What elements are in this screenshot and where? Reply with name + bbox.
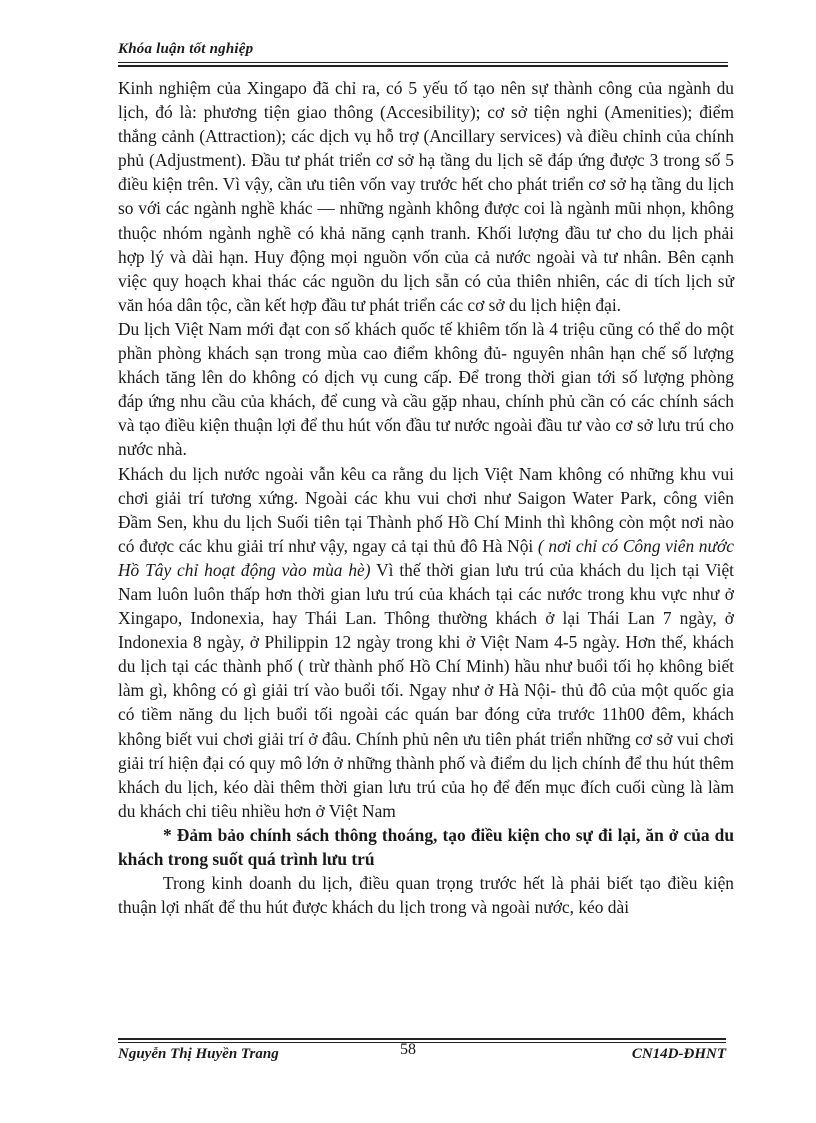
- footer-author: Nguyễn Thị Huyền Trang: [118, 1046, 279, 1062]
- footer-rule-thick: [118, 1038, 726, 1040]
- paragraph-entertainment-end: Vì thế thời gian lưu trú của khách du lịch tại Việt Nam luôn luôn thấp hơn thời gian lưu trú của khách tại các nước trong khu vực như ở Xingapo, Indonexia, hay Thái Lan. Thông thường khách ở lại Thái Lan 7 ngày, ở Indonexia 8 ngày, ở Philippin 12 ngày trong khi ở Việt Nam 4-5 ngày. Hơn thế, khách du lịch tại các thành phố ( trừ thành phố Hồ Chí Minh) hầu như buổi tối họ không biết làm gì, không có gì giải trí vào buổi tối. Ngay như ở Hà Nội- thủ đô của một quốc gia có tiềm năng du lịch buổi tối ngoài các quán bar đóng cửa trước 11h00 đêm, khách không biết vui chơi giải trí ở đâu. Chính phủ nên ưu tiên phát triển những cơ sở vui chơi giải trí hiện đại có quy mô lớn ở những thành phố và điểm du lịch chính để thu hút thêm khách du lịch, kéo dài thêm thời gian lưu trú của họ để đến mục đích cuối cùng là làm du khách chi tiêu nhiều hơn ở Việt Nam: [118, 559, 734, 821]
- footer-class-code: CN14D-ĐHNT: [631, 1046, 726, 1062]
- page-number: 58: [400, 1041, 416, 1058]
- header-rule: [118, 62, 728, 63]
- paragraph-entertainment-italic: ( nơi chỉ có Công viên nước Hồ Tây chỉ hoạt động vào mùa hè): [118, 535, 734, 580]
- header-rule-thick: [118, 65, 728, 67]
- paragraph-entertainment-start: Khách du lịch nước ngoài vẫn kêu ca rằng du lịch Việt Nam không có những khu vui chơi giải trí tương xứng. Ngoài các khu vui chơi như Saigon Water Park, công viên Đầm Sen, khu du lịch Suối tiên tại Thành phố Hồ Chí Minh thì không còn một nơi nào có được các khu giải trí như vậy, ngay cả tại thủ đô Hà Nội: [118, 463, 734, 556]
- paragraph-entertainment: [118, 462, 734, 823]
- paragraph-accommodation: Du lịch Việt Nam mới đạt con số khách quốc tế khiêm tốn là 4 triệu cũng có thể do một phần phòng khách sạn trong mùa cao điểm không đủ- nguyên nhân hạn chế số lượng khách tăng lên do không có dịch vụ cung cấp. Để trong thời gian tới số lượng phòng đáp ứng nhu cầu của khách, để cung và cầu gặp nhau, chính phủ cần có các chính sách và tạo điều kiện thuận lợi để thu hút vốn đầu tư nước ngoài đầu tư vào cơ sở lưu trú cho nước nhà.: [118, 318, 734, 460]
- paragraph-xingapo: Kinh nghiệm của Xingapo đã chỉ ra, có 5 yếu tố tạo nên sự thành công của ngành du lịch, đó là: phương tiện giao thông (Accesibility); cơ sở tiện nghi (Amenities); điểm thắng cảnh (Attraction); các dịch vụ hỗ trợ (Ancillary services) và điều chỉnh của chính phủ (Adjustment). Đầu tư phát triển cơ sở hạ tầng du lịch sẽ đáp ứng được 3 trong số 5 điều kiện trên. Vì vậy, cần ưu tiên vốn vay trước hết cho phát triển cơ sở hạ tầng du lịch so với các ngành nghề khác — những ngành không được coi là ngành mũi nhọn, không thuộc nhóm ngành nghề có khả năng cạnh tranh. Khối lượng đầu tư cho du lịch phải hợp lý và dài hạn. Huy động mọi nguồn vốn của cả nước ngoài và tư nhân. Bên cạnh việc quy hoạch khai thác các nguồn du lịch sẵn có của thiên nhiên, các di tích lịch sử văn hóa dân tộc, cần kết hợp đầu tư phát triển các cơ sở du lịch hiện đại.: [118, 78, 734, 315]
- running-header-title: Khóa luận tốt nghiệp: [118, 41, 254, 57]
- section-heading: * Đảm bảo chính sách thông thoáng, tạo điều kiện cho sự đi lại, ăn ở của du khách trong suốt quá trình lưu trú: [118, 824, 734, 869]
- paragraph-business: Trong kinh doanh du lịch, điều quan trọng trước hết là phải biết tạo điều kiện thuận lợi nhất để thu hút được khách du lịch trong và ngoài nước, kéo dài: [118, 873, 734, 918]
- body-text: [118, 76, 734, 919]
